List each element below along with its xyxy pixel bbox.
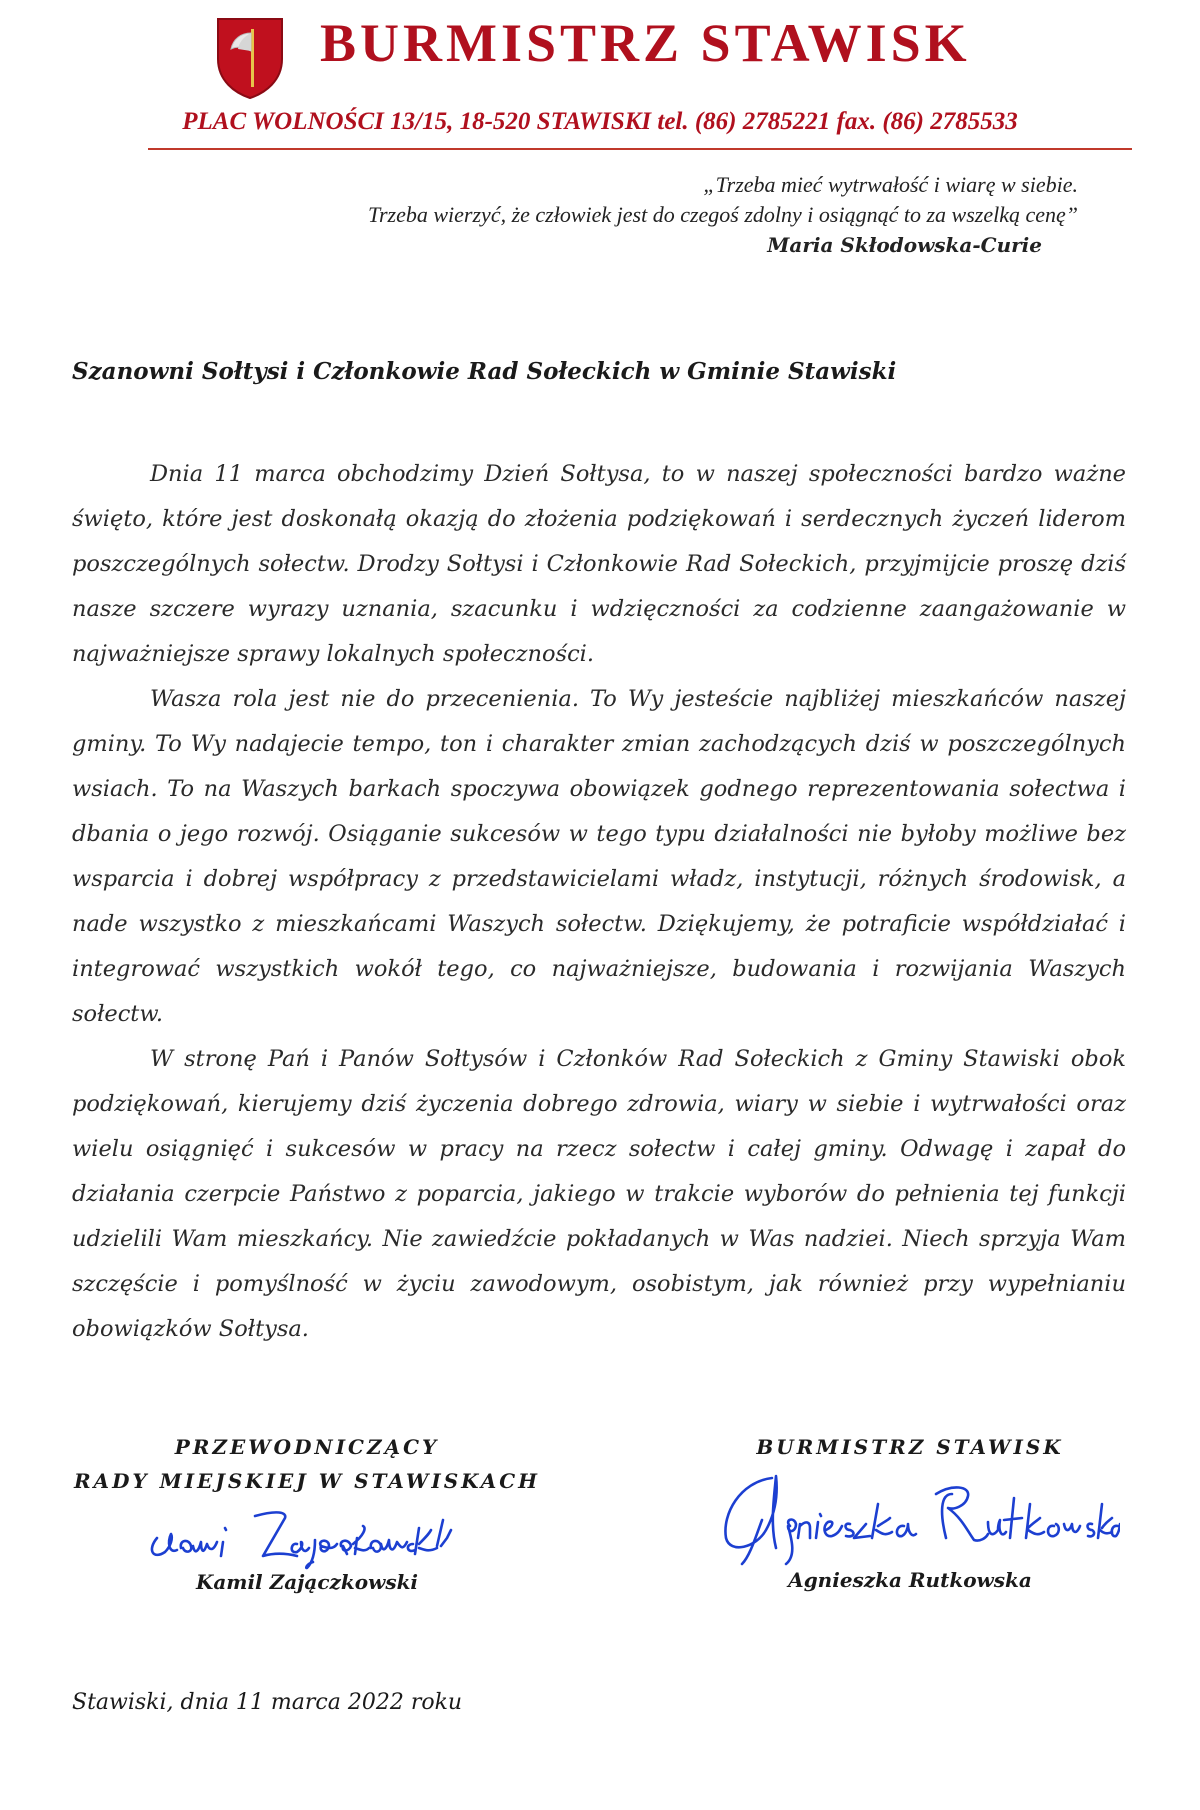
quote-author: Maria Skłodowska-Curie: [767, 233, 1042, 257]
body-paragraph: Wasza rola jest nie do przecenienia. To Wy jesteście najbliżej mieszkańców naszej gminy. To Wy nadajecie tempo, ton i charakter zmian zachodzących dziś w poszczególnych wsiach. To na Waszych barkach spoczywa obowiązek godnego reprezentowania sołectwa i dbania o jego rozwój. Osiąganie sukcesów w tego typu działalności nie byłoby możliwe bez wsparcia i dobrej współpracy z przedstawicielami władz, instytucji, różnych środowisk, a nade wszystko z mieszkańcami Waszych sołectw. Dziękujemy, że potraficie współdziałać i integrować wszystkich wokół tego, co najważniejsze, budowania i rozwijania Waszych sołectw.: [72, 686, 1126, 1027]
epigraph-quote: [368, 170, 1078, 260]
signatory-role: PRZEWODNICZĄCY: [174, 1435, 440, 1459]
salutation: Szanowni Sołtysi i Członkowie Rad Sołeckich w Gminie Stawiski: [72, 358, 897, 385]
signatory-role: RADY MIEJSKIEJ W STAWISKACH: [73, 1469, 541, 1493]
signature-block-mayor: [700, 1430, 1120, 1592]
quote-line: „Trzeba mieć wytrwałość i wiarę w siebie.: [703, 172, 1078, 197]
body-paragraph: Dnia 11 marca obchodzimy Dzień Sołtysa, to w naszej społeczności bardzo ważne święto, które jest doskonałą okazją do złożenia podziękowań i serdecznych życzeń liderom poszczególnych sołectw. Drodzy Sołtysi i Członkowie Rad Sołeckich, przyjmijcie proszę dziś nasze szczere wyrazy uznania, szacunku i wdzięczności za codzienne zaangażowanie w najważniejsze sprawy lokalnych społeczności.: [72, 461, 1126, 667]
signatory-role: BURMISTRZ STAWISK: [756, 1435, 1064, 1459]
letter-body: [72, 452, 1126, 1352]
signature-block-council-chair: [72, 1430, 542, 1594]
signatory-name: Agnieszka Rutkowska: [788, 1568, 1032, 1592]
office-address: PLAC WOLNOŚCI 13/15, 18-520 STAWISKI tel. (86) 2785221 fax. (86) 2785533: [182, 108, 1018, 135]
handwritten-signature-icon: [700, 1464, 1120, 1568]
body-paragraph: W stronę Pań i Panów Sołtysów i Członków Rad Sołeckich z Gminy Stawiski obok podziękowań, kierujemy dziś życzenia dobrego zdrowia, wiary w siebie i wytrwałości oraz wielu osiągnięć i sukcesów w pracy na rzecz sołectw i całej gminy. Odwagę i zapał do działania czerpcie Państwo z poparcia, jakiego w trakcie wyborów do pełnienia tej funkcji udzielili Wam mieszkańcy. Nie zawiedźcie pokładanych w Was nadziei. Niech sprzyja Wam szczęście i pomyślność w życiu zawodowym, osobistym, jak również przy wypełnianiu obowiązków Sołtysa.: [72, 1046, 1126, 1342]
coat-of-arms-icon: [215, 15, 285, 100]
signatory-name: Kamil Zajączkowski: [195, 1570, 419, 1594]
letterhead: [0, 0, 1200, 160]
quote-line: Trzeba wierzyć, że człowiek jest do czegoś zdolny i osiągnąć to za wszelką cenę”: [367, 202, 1078, 227]
place-and-date: Stawiski, dnia 11 marca 2022 roku: [72, 1690, 463, 1715]
header-divider: [148, 148, 1132, 150]
handwritten-signature-icon: [137, 1498, 477, 1570]
office-title: BURMISTRZ STAWISK: [320, 13, 971, 73]
